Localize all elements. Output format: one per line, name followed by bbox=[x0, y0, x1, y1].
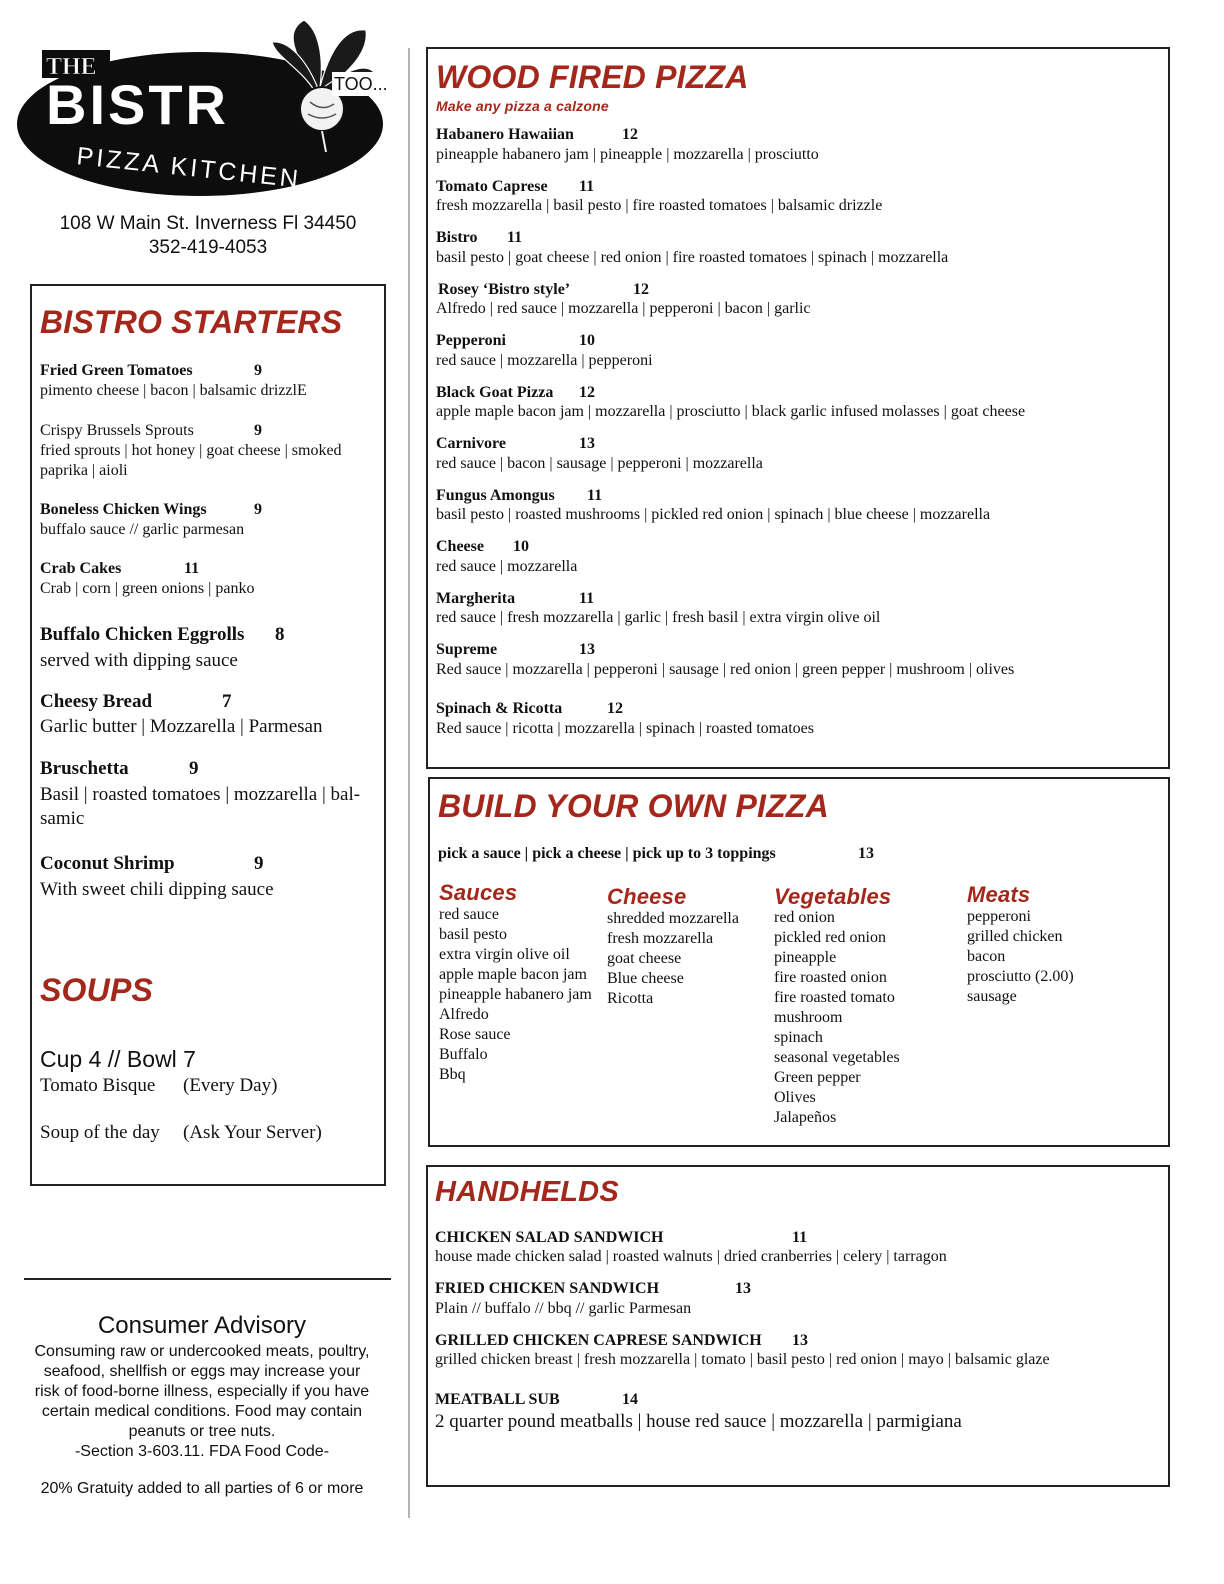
pizza-desc: red sauce | mozzarella bbox=[436, 558, 578, 575]
byo-price: 13 bbox=[858, 845, 874, 862]
advisory-title: Consumer Advisory bbox=[97, 1312, 307, 1339]
byo-option: Alfredo bbox=[439, 1006, 489, 1023]
byo-cheese-list bbox=[607, 909, 739, 1009]
pizza-price: 12 bbox=[622, 126, 638, 143]
starter-name: Buffalo Chicken Eggrolls bbox=[40, 624, 245, 645]
handheld-name: MEATBALL SUB bbox=[435, 1391, 560, 1408]
starter-desc-cont: paprika | aioli bbox=[40, 462, 128, 479]
byo-option: extra virgin olive oil bbox=[439, 946, 570, 963]
handheld-name: CHICKEN SALAD SANDWICH bbox=[435, 1229, 664, 1246]
handheld-price: 13 bbox=[735, 1280, 751, 1297]
logo-bistro-text: BISTR bbox=[46, 73, 229, 136]
byo-option: spinach bbox=[774, 1029, 823, 1046]
pizza-name: Bistro bbox=[436, 229, 478, 246]
advisory-line: -Section 3-603.11. FDA Food Code- bbox=[74, 1443, 330, 1460]
soup-note: (Every Day) bbox=[183, 1075, 278, 1096]
handheld-price: 13 bbox=[792, 1332, 808, 1349]
pizza-title: WOOD FIRED PIZZA bbox=[436, 59, 749, 95]
starter-price: 11 bbox=[184, 560, 200, 577]
starter-name: Boneless Chicken Wings bbox=[40, 501, 207, 518]
pizza-desc: Alfredo | red sauce | mozzarella | pepperoni | bacon | garlic bbox=[436, 300, 811, 317]
byo-option: red sauce bbox=[439, 906, 499, 923]
byo-option: Olives bbox=[774, 1089, 816, 1106]
pizza-price: 11 bbox=[579, 178, 595, 195]
soup-name: Soup of the day bbox=[40, 1122, 160, 1143]
pizza-price: 11 bbox=[507, 229, 523, 246]
pizza-price: 12 bbox=[633, 281, 649, 298]
pizza-name: Spinach & Ricotta bbox=[436, 700, 563, 717]
gratuity-note: 20% Gratuity added to all parties of 6 or more bbox=[40, 1480, 364, 1497]
phone-number: 352-419-4053 bbox=[148, 237, 268, 258]
byo-option: goat cheese bbox=[607, 950, 682, 967]
pizza-price: 12 bbox=[579, 384, 595, 401]
starter-name: Bruschetta bbox=[40, 758, 129, 779]
byo-option: Green pepper bbox=[774, 1069, 861, 1086]
starter-desc: served with dipping sauce bbox=[40, 650, 238, 671]
starter-desc: fried sprouts | hot honey | goat cheese | smoked bbox=[40, 442, 342, 459]
byo-option: grilled chicken bbox=[967, 928, 1063, 945]
byo-option: red onion bbox=[774, 909, 835, 926]
advisory-line: risk of food-borne illness, especially if you have bbox=[34, 1383, 370, 1400]
byo-option: pepperoni bbox=[967, 908, 1031, 925]
byo-option: fire roasted tomato bbox=[774, 989, 895, 1006]
advisory-line: certain medical conditions. Food may contain bbox=[41, 1403, 363, 1420]
byo-option: Ricotta bbox=[607, 990, 654, 1007]
pizza-price: 10 bbox=[579, 332, 595, 349]
starter-desc: Garlic butter | Mozzarella | Parmesan bbox=[40, 716, 323, 737]
pizza-name: Fungus Amongus bbox=[436, 487, 555, 504]
pizza-name: Margherita bbox=[436, 590, 516, 607]
byo-option: Rose sauce bbox=[439, 1026, 511, 1043]
pizza-desc: red sauce | mozzarella | pepperoni bbox=[436, 352, 653, 369]
soups-title: SOUPS bbox=[40, 972, 154, 1008]
logo-tagline-text: PIZZA KITCHEN bbox=[75, 142, 303, 194]
byo-vegetables-title: Vegetables bbox=[774, 884, 892, 909]
handheld-desc: house made chicken salad | roasted walnuts | dried cranberries | celery | tarragon bbox=[435, 1248, 947, 1265]
starter-price: 7 bbox=[222, 691, 232, 712]
advisory-line: seafood, shellfish or eggs may increase your bbox=[43, 1363, 361, 1380]
starter-name: Cheesy Bread bbox=[40, 691, 153, 712]
soup-name: Tomato Bisque bbox=[40, 1075, 156, 1096]
bistro-logo bbox=[14, 12, 406, 197]
byo-option: Blue cheese bbox=[607, 970, 684, 987]
pizza-name: Black Goat Pizza bbox=[436, 384, 554, 401]
byo-option: pickled red onion bbox=[774, 929, 886, 946]
byo-option: pineapple bbox=[774, 949, 837, 966]
byo-option: bacon bbox=[967, 948, 1006, 965]
byo-option: pineapple habanero jam bbox=[439, 986, 592, 1003]
byo-meats-title: Meats bbox=[967, 882, 1031, 907]
pizza-name: Habanero Hawaiian bbox=[436, 126, 574, 143]
street-address: 108 W Main St. Inverness Fl 34450 bbox=[59, 213, 357, 234]
byo-option: Bbq bbox=[439, 1066, 466, 1083]
byo-option: sausage bbox=[967, 988, 1017, 1005]
byo-instructions: pick a sauce | pick a cheese | pick up to 3 toppings bbox=[438, 845, 776, 862]
byo-vegetables-list bbox=[774, 908, 900, 1128]
byo-option: fresh mozzarella bbox=[607, 930, 714, 947]
starter-name: Coconut Shrimp bbox=[40, 853, 175, 874]
pizza-price: 13 bbox=[579, 435, 595, 452]
handheld-desc: grilled chicken breast | fresh mozzarella | tomato | basil pesto | red onion | mayo | balsamic glaze bbox=[435, 1351, 1050, 1368]
handhelds-box bbox=[426, 1165, 1170, 1487]
starter-name: Crab Cakes bbox=[40, 560, 122, 577]
byo-option: fire roasted onion bbox=[774, 969, 887, 986]
logo-the-text: THE bbox=[46, 54, 97, 80]
starter-desc: Crab | corn | green onions | panko bbox=[40, 580, 255, 597]
handheld-price: 14 bbox=[622, 1391, 638, 1408]
pizza-price: 11 bbox=[587, 487, 603, 504]
starter-price: 9 bbox=[254, 362, 262, 379]
handheld-desc: Plain // buffalo // bbq // garlic Parmesan bbox=[435, 1300, 692, 1317]
byo-sauces-title: Sauces bbox=[439, 880, 518, 905]
byo-option: seasonal vegetables bbox=[774, 1049, 900, 1066]
starter-desc-cont: samic bbox=[40, 808, 85, 829]
vertical-divider bbox=[408, 48, 410, 1518]
pizza-desc: red sauce | bacon | sausage | pepperoni | mozzarella bbox=[436, 455, 763, 472]
pizza-desc: Red sauce | ricotta | mozzarella | spinach | roasted tomatoes bbox=[436, 720, 814, 737]
pizza-desc: red sauce | fresh mozzarella | garlic | fresh basil | extra virgin olive oil bbox=[436, 609, 881, 626]
advisory-line: Consuming raw or undercooked meats, poultry, bbox=[34, 1343, 370, 1360]
pizza-desc: Red sauce | mozzarella | pepperoni | sausage | red onion | green pepper | mushroom | olives bbox=[436, 661, 1015, 678]
byo-option: apple maple bacon jam bbox=[439, 966, 587, 983]
starter-desc: Basil | roasted tomatoes | mozzarella | bal- bbox=[40, 784, 361, 805]
logo-too-text: TOO... bbox=[334, 74, 388, 94]
pizza-desc: pineapple habanero jam | pineapple | mozzarella | prosciutto bbox=[436, 146, 819, 163]
pizza-subtitle: Make any pizza a calzone bbox=[436, 98, 609, 114]
starter-price: 8 bbox=[275, 624, 285, 645]
pizza-name: Carnivore bbox=[436, 435, 506, 452]
logo-graphic bbox=[14, 12, 406, 197]
pizza-desc: basil pesto | goat cheese | red onion | fire roasted tomatoes | spinach | mozzarella bbox=[436, 249, 949, 266]
pizza-price: 10 bbox=[513, 538, 529, 555]
advisory-text bbox=[24, 1342, 380, 1462]
pizza-name: Cheese bbox=[436, 538, 484, 555]
starter-name: Crispy Brussels Sprouts bbox=[40, 422, 194, 439]
starters-title: BISTRO STARTERS bbox=[40, 304, 343, 340]
byo-sauces-list bbox=[439, 905, 592, 1085]
restaurant-address bbox=[30, 212, 386, 260]
byo-meats-list bbox=[967, 907, 1074, 1007]
pizza-desc: basil pesto | roasted mushrooms | pickled red onion | spinach | blue cheese | mozzarella bbox=[436, 506, 991, 523]
starter-price: 9 bbox=[189, 758, 199, 779]
pizza-desc: fresh mozzarella | basil pesto | fire roasted tomatoes | balsamic drizzle bbox=[436, 197, 883, 214]
pizza-price: 11 bbox=[579, 590, 595, 607]
handheld-desc: 2 quarter pound meatballs | house red sauce | mozzarella | parmigiana bbox=[435, 1411, 962, 1432]
starter-desc: pimento cheese | bacon | balsamic drizzlE bbox=[40, 382, 307, 399]
starter-name: Fried Green Tomatoes bbox=[40, 362, 193, 379]
byo-option: Jalapeños bbox=[774, 1109, 837, 1126]
pizza-name: Supreme bbox=[436, 641, 498, 658]
pizza-price: 12 bbox=[607, 700, 623, 717]
handheld-name: FRIED CHICKEN SANDWICH bbox=[435, 1280, 660, 1297]
horizontal-divider bbox=[24, 1278, 391, 1280]
starter-desc: With sweet chili dipping sauce bbox=[40, 879, 274, 900]
handhelds-title: HANDHELDS bbox=[435, 1176, 619, 1208]
advisory-line: peanuts or tree nuts. bbox=[128, 1423, 276, 1440]
pizza-desc: apple maple bacon jam | mozzarella | prosciutto | black garlic infused molasses | goat cheese bbox=[436, 403, 1026, 420]
pizza-name: Rosey ‘Bistro style’ bbox=[438, 281, 571, 298]
starter-price: 9 bbox=[254, 853, 264, 874]
byo-option: basil pesto bbox=[439, 926, 507, 943]
pizza-name: Tomato Caprese bbox=[436, 178, 548, 195]
soup-note: (Ask Your Server) bbox=[183, 1122, 322, 1143]
byo-option: mushroom bbox=[774, 1009, 843, 1026]
handheld-name: GRILLED CHICKEN CAPRESE SANDWICH bbox=[435, 1332, 762, 1349]
byo-cheese-title: Cheese bbox=[607, 884, 687, 909]
starter-price: 9 bbox=[254, 501, 262, 518]
soup-sizes: Cup 4 // Bowl 7 bbox=[40, 1046, 196, 1072]
starter-price: 9 bbox=[254, 422, 262, 439]
pizza-price: 13 bbox=[579, 641, 595, 658]
byo-option: prosciutto (2.00) bbox=[967, 968, 1074, 985]
pizza-name: Pepperoni bbox=[436, 332, 506, 349]
byo-option: shredded mozzarella bbox=[607, 910, 739, 927]
starter-desc: buffalo sauce // garlic parmesan bbox=[40, 521, 245, 538]
byo-title: BUILD YOUR OWN PIZZA bbox=[438, 788, 829, 824]
byo-option: Buffalo bbox=[439, 1046, 488, 1063]
handheld-price: 11 bbox=[792, 1229, 808, 1246]
